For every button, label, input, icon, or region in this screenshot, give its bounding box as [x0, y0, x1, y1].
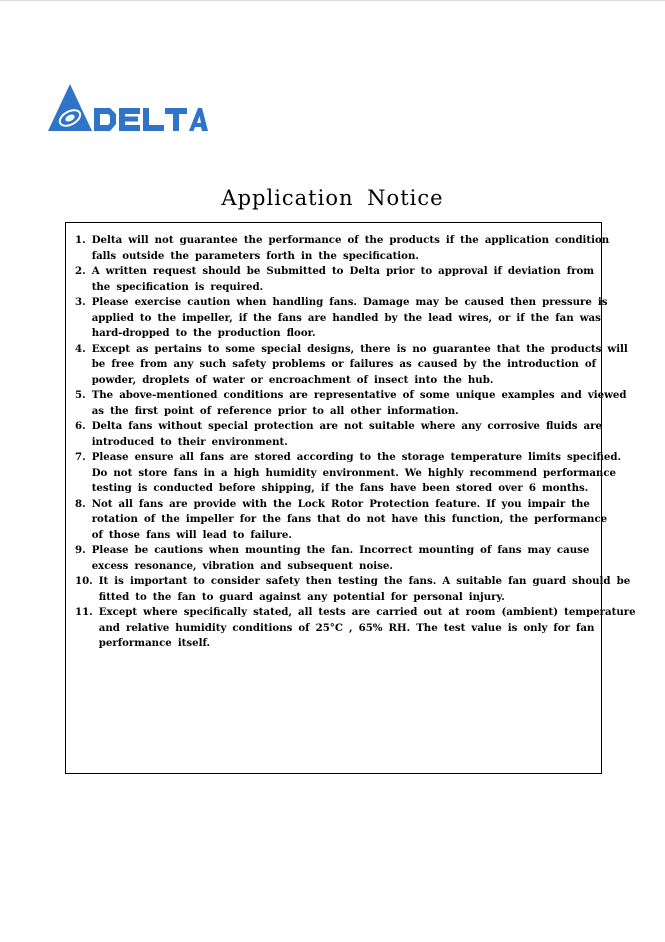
notice-number: 1.: [75, 234, 92, 246]
notice-text: [99, 574, 630, 605]
notice-line: The above-mentioned conditions are representative of some unique examples and viewed: [91, 389, 627, 401]
notice-number: 2.: [75, 265, 92, 277]
notice-text: [92, 233, 610, 264]
notice-item: [75, 497, 608, 544]
notice-list: [66, 223, 636, 652]
delta-logo-icon: [48, 84, 208, 134]
notice-number: 5.: [75, 389, 92, 401]
notice-line: the specification is required.: [91, 280, 264, 293]
page-top-rule: [0, 0, 665, 1]
notice-item: [75, 419, 602, 450]
notice-line: falls outside the parameters forth in the specification.: [91, 249, 419, 262]
notice-text: [92, 419, 602, 450]
notice-line: Please be cautions when mounting the fan. Incorrect mounting of fans may cause: [91, 544, 590, 556]
notice-box: [65, 222, 636, 774]
notice-line: rotation of the impeller for the fans that do not have this function, the performance: [91, 513, 608, 525]
notice-line: Except as pertains to some special designs, there is no guarantee that the products will: [91, 342, 628, 355]
notice-text: [92, 295, 608, 342]
notice-line: Please ensure all fans are stored according to the storage temperature limits specified.: [91, 451, 621, 463]
notice-number: 4.: [75, 342, 92, 355]
notice-number: 3.: [75, 296, 92, 308]
notice-item: [75, 388, 627, 419]
notice-text: [92, 342, 628, 389]
notice-line: of those fans will lead to failure.: [91, 528, 292, 541]
notice-line: Delta will not guarantee the performance of the products if the application condition: [91, 234, 610, 246]
notice-item: [75, 233, 610, 264]
notice-line: introduced to their environment.: [91, 435, 288, 448]
notice-text: [92, 388, 627, 419]
notice-item: [75, 264, 593, 295]
notice-item: [75, 543, 593, 574]
notice-line: Except where specifically stated, all tests are carried out at room (ambient) temperature: [98, 606, 636, 618]
notice-number: 8.: [75, 497, 92, 510]
notice-line: be free from any such safety problems or failures as caused by the introduction of: [91, 358, 596, 370]
notice-number: 7.: [75, 451, 92, 463]
notice-line: and relative humidity conditions of 25°C , 65% RH. The test value is only for fan: [98, 621, 595, 634]
notice-number: 10.: [75, 575, 99, 587]
notice-line: as the first point of reference prior to all other information.: [91, 404, 459, 417]
notice-item: [75, 605, 636, 652]
notice-line: Please exercise caution when handling fans. Damage may be caused then pressure is: [91, 296, 608, 308]
notice-text: [92, 264, 594, 295]
notice-text: [92, 497, 607, 544]
notice-line: Not all fans are provide with the Lock Rotor Protection feature. If you impair the: [91, 497, 590, 510]
page-title: Application Notice: [221, 186, 444, 210]
notice-number: 6.: [75, 420, 92, 432]
notice-item: [75, 295, 608, 342]
notice-line: Do not store fans in a high humidity environment. We highly recommend performance: [91, 466, 617, 479]
notice-line: testing is conducted before shipping, if the fans have been stored over 6 months.: [91, 482, 589, 494]
notice-text: [92, 450, 621, 497]
notice-line: It is important to consider safety then testing the fans. A suitable fan guard should be: [98, 575, 631, 587]
notice-line: fitted to the fan to guard against any potential for personal injury.: [98, 590, 505, 603]
notice-line: applied to the impeller, if the fans are handled by the lead wires, or if the fan was: [91, 311, 601, 324]
notice-line: powder, droplets of water or encroachment of insect into the hub.: [91, 373, 494, 386]
notice-line: excess resonance, vibration and subsequent noise.: [91, 559, 393, 572]
notice-line: performance itself.: [98, 637, 211, 649]
notice-line: Delta fans without special protection are not suitable where any corrosive fluids are: [91, 420, 602, 432]
notice-text: [92, 543, 590, 574]
notice-line: hard-dropped to the production floor.: [91, 327, 316, 339]
delta-logo: [48, 84, 208, 134]
notice-number: 9.: [75, 544, 92, 556]
notice-number: 11.: [75, 606, 99, 618]
notice-text: [99, 605, 636, 652]
notice-item: [75, 450, 621, 497]
notice-line: A written request should be Submitted to Delta prior to approval if deviation from: [91, 265, 595, 277]
notice-item: [75, 342, 628, 389]
notice-item: [75, 574, 631, 605]
